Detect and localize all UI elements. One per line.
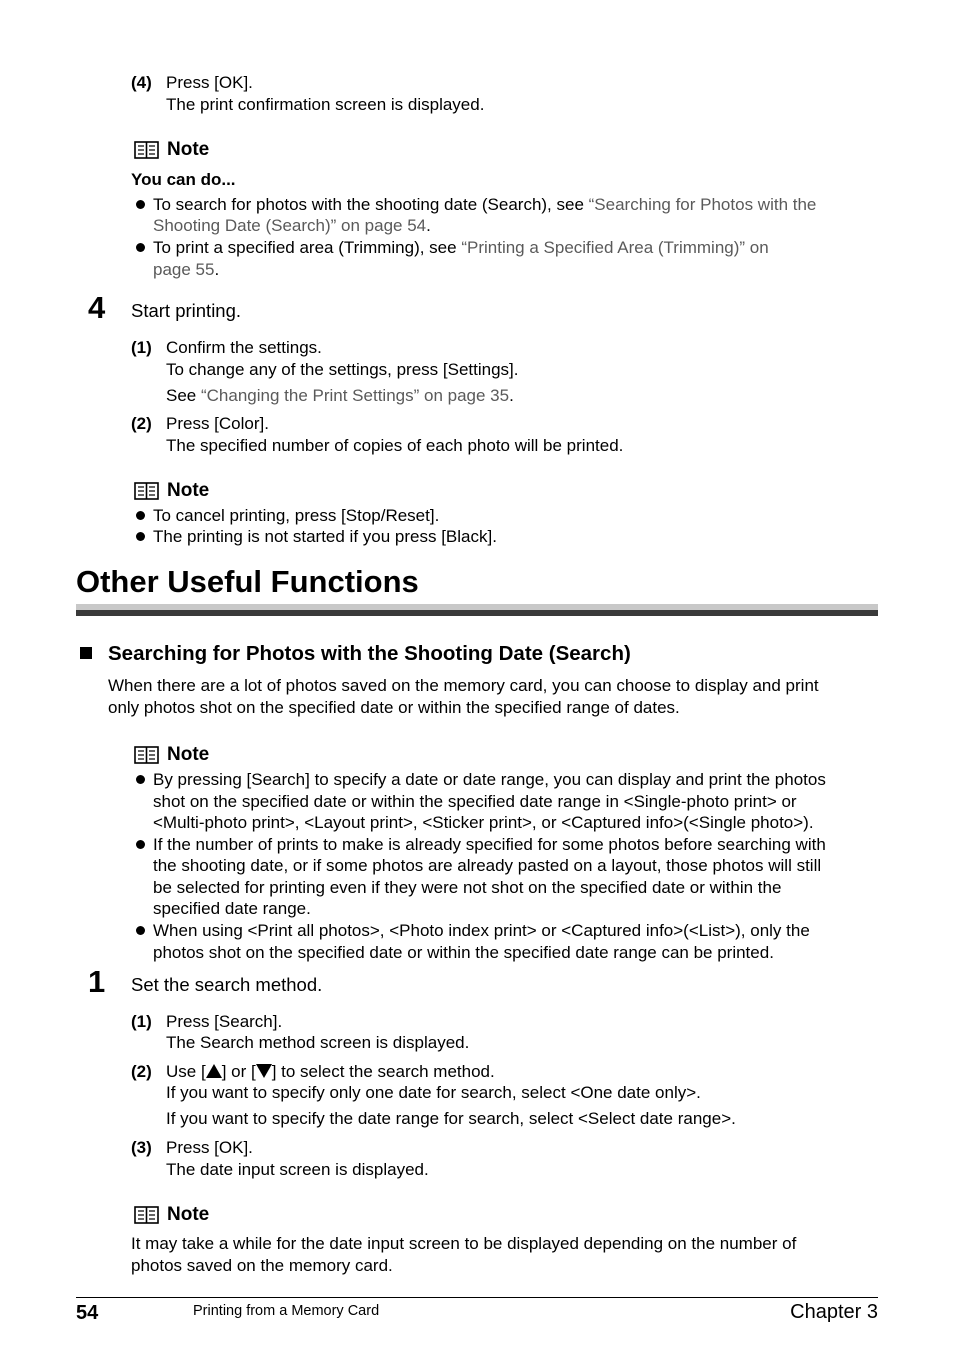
- substep-text: The print confirmation screen is displayed.: [166, 95, 485, 114]
- substep-text: Use [ ] or [ ] to select the search method.: [166, 1062, 495, 1081]
- bullet: [136, 243, 145, 252]
- note-bullet-text: If the number of prints to make is already specified for some photos before searching with: [153, 835, 826, 854]
- bullet: [136, 840, 145, 849]
- note-bullet-text: the shooting date, or if some photos are already pasted on a layout, those photos will still: [153, 856, 822, 875]
- footer-section: Printing from a Memory Card: [193, 1303, 380, 1319]
- note-title: Note: [167, 744, 210, 765]
- section-title: Other Useful Functions: [76, 564, 419, 599]
- bullet: [136, 926, 145, 935]
- note-heading: [134, 480, 209, 502]
- bullet: [136, 200, 145, 209]
- note-text: It may take a while for the date input screen to be displayed depending on the number of: [131, 1234, 797, 1253]
- substep-text: Press [OK].: [166, 1138, 253, 1157]
- square-bullet-icon: [80, 647, 92, 659]
- page-link[interactable]: “Changing the Print Settings” on page 35: [200, 386, 510, 405]
- note-bullet-text: The printing is not started if you press [Black].: [153, 527, 497, 546]
- substep-text: To change any of the settings, press [Settings].: [166, 360, 519, 379]
- substep-text: Press [Color].: [166, 414, 269, 433]
- substep-number: (3): [131, 1138, 152, 1157]
- step-title: Start printing.: [131, 300, 242, 321]
- substep-text: Press [Search].: [166, 1012, 283, 1031]
- section-rule: [76, 610, 878, 616]
- note-bullet-text: To print a specified area (Trimming), see “Printing a Specified Area (Trimming)” on: [153, 238, 769, 257]
- book-icon: [134, 746, 159, 764]
- substep-number: (4): [131, 73, 152, 92]
- intro-text: only photos shot on the specified date or within the specified range of dates.: [108, 698, 680, 717]
- page-number: 54: [76, 1302, 99, 1324]
- note-bullet-text: Shooting Date (Search)” on page 54.: [153, 216, 431, 235]
- bullet: [136, 511, 145, 520]
- note-bullet-text: shot on the specified date or within the specified date range in <Single-photo print> or: [153, 792, 797, 811]
- book-icon: [134, 482, 159, 500]
- substep-text: See “Changing the Print Settings” on page 35.: [166, 386, 514, 405]
- book-icon: [134, 1206, 159, 1224]
- substep-number: (1): [131, 1012, 152, 1031]
- note-bullet-text: be selected for printing even if they were not shot on the specified date or within the: [153, 878, 782, 897]
- page-link[interactable]: Shooting Date (Search)” on page 54: [153, 216, 427, 235]
- bullet: [136, 775, 145, 784]
- substep-number: (2): [131, 414, 152, 433]
- substep-text: If you want to specify only one date for search, select <One date only>.: [166, 1083, 701, 1102]
- subsection-title: Searching for Photos with the Shooting Date (Search): [108, 642, 631, 665]
- note-heading: [134, 139, 209, 161]
- note-bullet-text: specified date range.: [153, 899, 311, 918]
- substep-text: The date input screen is displayed.: [166, 1160, 429, 1179]
- substep-number: (2): [131, 1062, 152, 1081]
- note-lead: You can do...: [131, 170, 236, 189]
- substep-text: The Search method screen is displayed.: [166, 1033, 470, 1052]
- note-bullet-text: To search for photos with the shooting date (Search), see “Searching for Photos with the: [153, 195, 817, 214]
- substep-number: (1): [131, 338, 152, 357]
- page-link[interactable]: page 55: [153, 260, 215, 279]
- down-arrow-icon: [256, 1064, 272, 1078]
- up-arrow-icon: [206, 1064, 222, 1078]
- note-bullet-text: page 55.: [153, 260, 220, 279]
- book-icon: [134, 141, 159, 159]
- footer-rule: [76, 1297, 878, 1298]
- note-title: Note: [167, 1204, 210, 1225]
- step-number: 1: [88, 964, 106, 999]
- substep-text: If you want to specify the date range for search, select <Select date range>.: [166, 1109, 736, 1128]
- note-bullet-text: When using <Print all photos>, <Photo index print> or <Captured info>(<List>), only the: [153, 921, 810, 940]
- substep-text: The specified number of copies of each photo will be printed.: [166, 436, 624, 455]
- note-heading: [134, 1204, 209, 1226]
- footer-chapter: Chapter 3: [790, 1301, 878, 1323]
- note-bullet-text: photos shot on the specified date or within the specified date range can be printed.: [153, 943, 774, 962]
- note-heading: [134, 744, 209, 766]
- step-title: Set the search method.: [131, 974, 323, 995]
- page-link[interactable]: “Printing a Specified Area (Trimming)” on: [461, 238, 769, 257]
- note-title: Note: [167, 480, 210, 501]
- page-link[interactable]: “Searching for Photos with the: [588, 195, 817, 214]
- bullet: [136, 532, 145, 541]
- note-title: Note: [167, 139, 210, 160]
- note-text: photos saved on the memory card.: [131, 1256, 393, 1275]
- note-bullet-text: By pressing [Search] to specify a date or date range, you can display and print the photos: [153, 770, 826, 789]
- note-bullet-text: To cancel printing, press [Stop/Reset].: [153, 506, 440, 525]
- step-number: 4: [88, 290, 106, 325]
- note-bullet-text: <Multi-photo print>, <Layout print>, <Sticker print>, or <Captured info>(<Single photo>).: [153, 813, 814, 832]
- intro-text: When there are a lot of photos saved on the memory card, you can choose to display and print: [108, 676, 819, 695]
- substep-text: Press [OK].: [166, 73, 253, 92]
- substep-text: Confirm the settings.: [166, 338, 322, 357]
